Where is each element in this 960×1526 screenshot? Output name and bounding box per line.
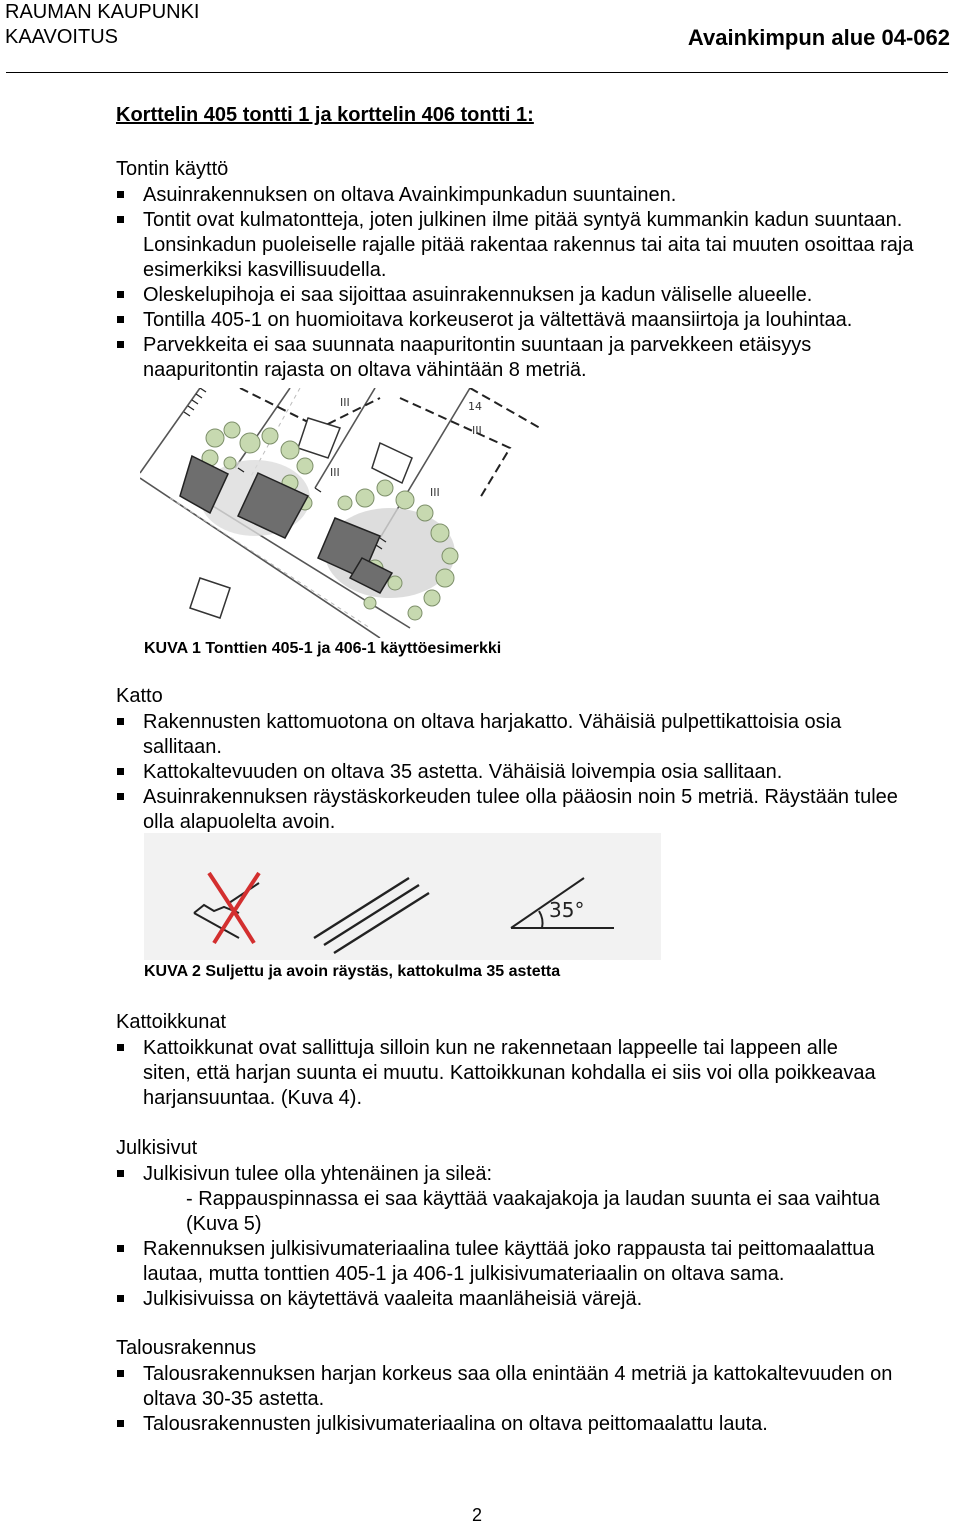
plot-number: III	[430, 486, 440, 499]
list-item: Talousrakennusten julkisivumateriaalina on oltava peittomaalattu lauta.	[116, 1412, 916, 1437]
eaves-figure	[144, 833, 661, 960]
heading-julkisivut: Julkisivut	[116, 1137, 198, 1159]
list-item: Asuinrakennuksen räystäskorkeuden tulee olla pääosin noin 5 metriä. Räystään tulee olla alapuolelta avoin.	[116, 785, 916, 835]
list-item: Oleskelupihoja ei saa sijoittaa asuinrakennuksen ja kadun väliselle alueelle.	[116, 283, 916, 308]
plot-number: III	[340, 396, 350, 409]
sub-item: - Rappauspinnassa ei saa käyttää vaakajakoja ja laudan suunta ei saa vaihtua	[186, 1188, 880, 1210]
list-item: Rakennuksen julkisivumateriaalina tulee käyttää joko rappausta tai peittomaalattua lautaa, mutta tonttien 405-1 ja 406-1 julkisivumateriaalin on oltava sama.	[116, 1237, 916, 1287]
list-item: Tontit ovat kulmatontteja, joten julkinen ilme pitää syntyä kummankin kadun suuntaan. Lonsinkadun puoleiselle rajalle pitää rakentaa rakennus tai aita tai muuten osoittaa raja esimerkiksi kasvillisuudella.	[116, 208, 916, 283]
plot-number: 14	[468, 400, 482, 413]
page-number: 2	[472, 1505, 483, 1525]
section-title: Korttelin 405 tontti 1 ja korttelin 406 tontti 1:	[116, 104, 534, 126]
list-talousrakennus	[116, 1362, 916, 1437]
list-kattoikkunat	[116, 1036, 876, 1111]
header-left	[5, 0, 199, 50]
heading-talousrakennus: Talousrakennus	[116, 1337, 257, 1359]
site-plan-figure	[140, 388, 540, 638]
plot-number: III	[330, 466, 340, 479]
dept-name: KAAVOITUS	[5, 26, 118, 48]
area-title: Avainkimpun alue 04-062	[687, 25, 950, 50]
plot-number: III	[472, 424, 482, 437]
list-tontin-kaytto	[116, 183, 916, 383]
list-item: Tontilla 405-1 on huomioitava korkeuserot ja vältettävä maansiirtoja ja louhintaa.	[116, 308, 916, 333]
heading-tontin-kaytto: Tontin käyttö	[116, 158, 229, 180]
list-julkisivut-2	[116, 1237, 916, 1312]
list-item: Asuinrakennuksen on oltava Avainkimpunkadun suuntainen.	[116, 183, 916, 208]
sub-item: (Kuva 5)	[186, 1213, 262, 1235]
list-item: Talousrakennuksen harjan korkeus saa olla enintään 4 metriä ja kattokaltevuuden on oltava 30-35 astetta.	[116, 1362, 916, 1412]
list-katto	[116, 710, 916, 835]
list-item: Parvekkeita ei saa suunnata naapuritontin suuntaan ja parvekkeen etäisyys naapuritontin rajasta on oltava vähintään 8 metriä.	[116, 333, 916, 383]
list-item: Rakennusten kattomuotona on oltava harjakatto. Vähäisiä pulpettikattoisia osia sallitaan.	[116, 710, 916, 760]
heading-katto: Katto	[116, 685, 163, 707]
header-divider	[6, 72, 948, 73]
list-item: Julkisivun tulee olla yhtenäinen ja sileä:	[116, 1162, 916, 1187]
list-julkisivut-1	[116, 1162, 916, 1187]
list-item: Julkisivuissa on käytettävä vaaleita maanläheisiä värejä.	[116, 1287, 916, 1312]
figure1-caption: KUVA 1 Tonttien 405-1 ja 406-1 käyttöesimerkki	[144, 640, 502, 657]
org-name: RAUMAN KAUPUNKI	[5, 1, 200, 23]
list-item: Kattokaltevuuden on oltava 35 astetta. Vähäisiä loivempia osia sallitaan.	[116, 760, 916, 785]
figure2-caption: KUVA 2 Suljettu ja avoin räystäs, kattokulma 35 astetta	[144, 963, 561, 980]
heading-kattoikkunat: Kattoikkunat	[116, 1011, 227, 1033]
angle-label: 35°	[549, 898, 585, 922]
list-item: Kattoikkunat ovat sallittuja silloin kun ne rakennetaan lappeelle tai lappeen alle siten, että harjan suunta ei muutu. Kattoikkunan kohdalla ei siis voi olla poikkeavaa harjansuuntaa. (Kuva 4).	[116, 1036, 876, 1111]
